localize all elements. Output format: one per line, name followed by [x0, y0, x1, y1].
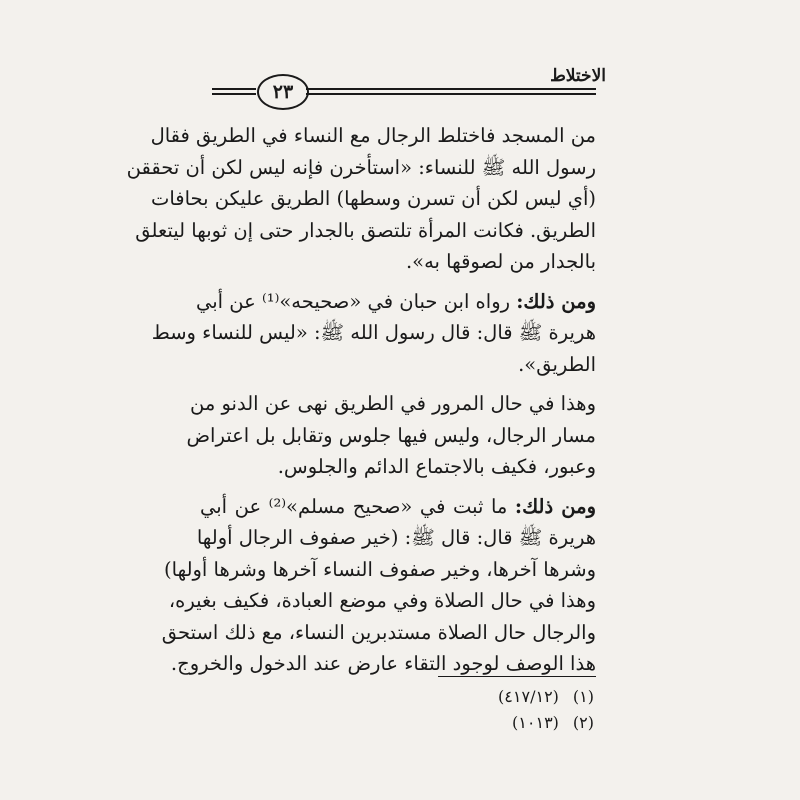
text-line: بالجدار من لصوقها به». — [405, 250, 596, 273]
text-line: وعبور، فكيف بالاجتماع الدائم والجلوس. — [277, 455, 596, 478]
body-text — [126, 120, 596, 680]
footnotes — [498, 684, 594, 736]
paragraph — [126, 120, 596, 278]
footnote-text: (٤١٧/١٢) — [498, 687, 559, 706]
footnote — [498, 684, 594, 710]
text-line: (أي ليس لكن أن تسرن وسطها) الطريق عليكن بحافات — [150, 187, 596, 210]
text-line: رسول الله ﷺ للنساء: «استأخرن فإنه ليس لكن أن تحققن — [126, 155, 596, 179]
text-line: هذا الوصف لوجود التقاء عارض عند الدخول والخروج. — [170, 652, 596, 675]
page-number-badge — [257, 74, 309, 110]
text-line — [195, 286, 596, 318]
text-line: الطريق». — [518, 352, 596, 376]
header-rule-right — [306, 88, 596, 95]
footnote-separator — [438, 676, 596, 677]
paragraph-lead: ومن ذلك: — [514, 494, 596, 518]
text-line: والرجال حال الصلاة مستدبرين النساء، مع ذلك استحق — [161, 620, 596, 644]
text-line: هريرة ﷺ قال: قال رسول الله ﷺ: «ليس للنساء وسط — [151, 321, 596, 344]
text-line: هريرة ﷺ قال: قال ﷺ: (خير صفوف الرجال أولها — [196, 526, 596, 549]
text-line — [200, 491, 596, 523]
text-line: وهذا في حال المرور في الطريق نهى عن الدنو من — [189, 392, 596, 415]
text-line: مسار الرجال، وليس فيها جلوس وتقابل بل اعتراض — [186, 423, 596, 447]
page-number: ٢٣ — [272, 81, 294, 103]
paragraph — [186, 388, 596, 483]
paragraph — [151, 286, 596, 381]
text-line: وهذا في حال الصلاة وفي موضع العبادة، فكيف بغيره، — [168, 589, 596, 612]
text-line-rest: رواه ابن حبان في «صحيحه»⁽¹⁾ عن أبي — [195, 289, 511, 313]
text-line: وشرها آخرها، وخير صفوف النساء آخرها وشرها أولها) — [164, 557, 596, 581]
footnote-marker: (٢) — [572, 713, 594, 732]
text-line: من المسجد فاختلط الرجال مع النساء في الطريق فقال — [150, 124, 596, 147]
running-header-title: الاختلاط — [550, 66, 606, 86]
paragraph-lead: ومن ذلك: — [516, 289, 596, 313]
footnote-marker: (١) — [572, 687, 594, 706]
footnote — [498, 710, 594, 736]
text-line: الطريق. فكانت المرأة تلتصق بالجدار حتى إن ثوبها ليتعلق — [135, 218, 596, 242]
footnote-text: (١٠١٣) — [512, 713, 559, 732]
paragraph — [161, 491, 596, 680]
text-line-rest: ما ثبت في «صحيح مسلم»⁽²⁾ عن أبي — [200, 494, 508, 518]
header-rule-left — [212, 88, 256, 95]
